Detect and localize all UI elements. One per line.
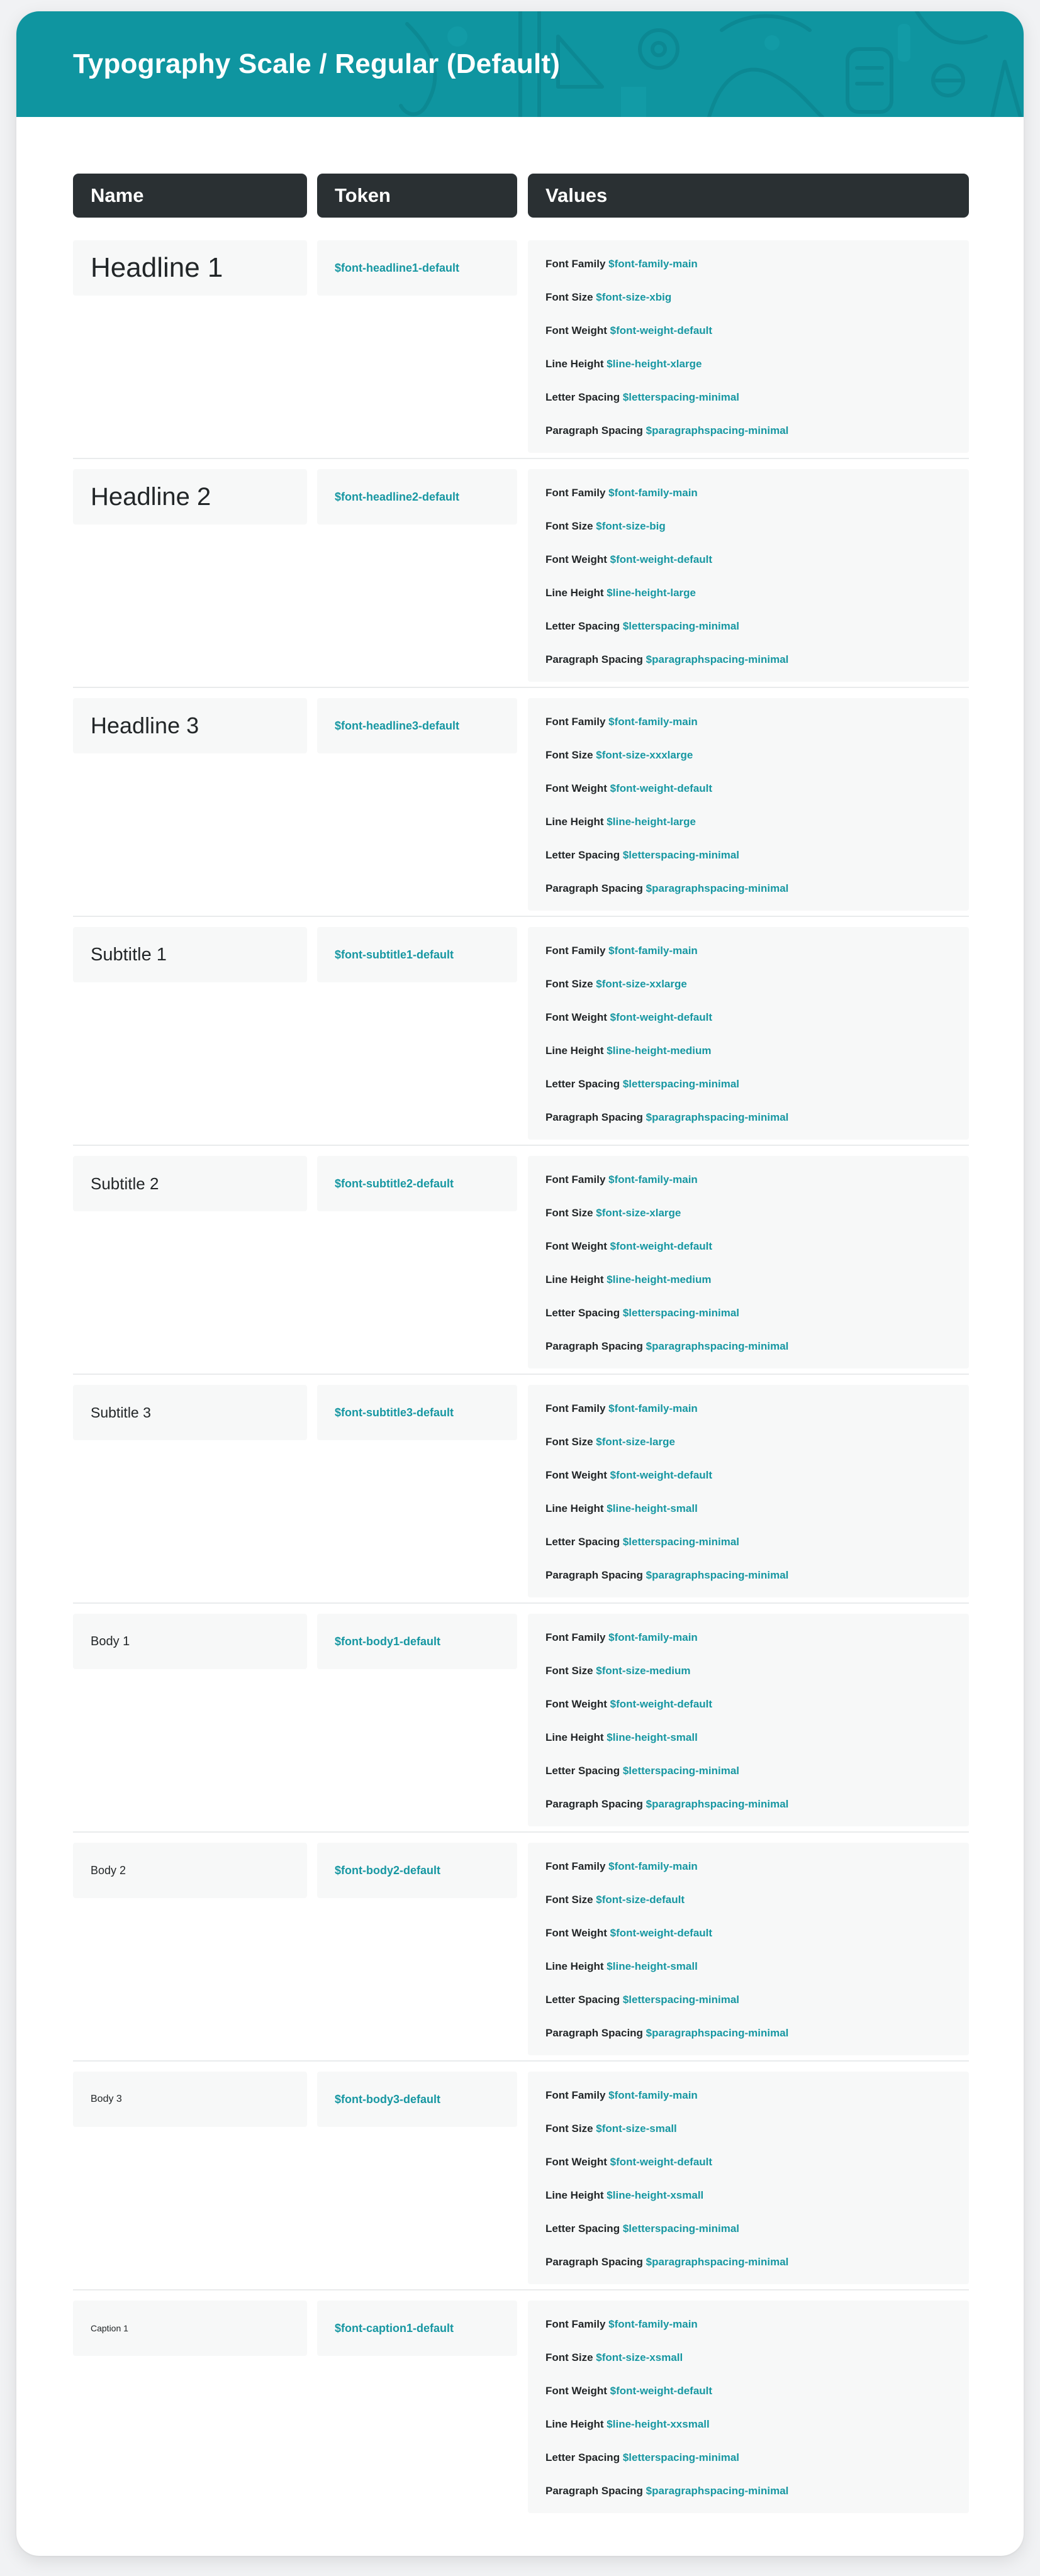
row-divider xyxy=(73,1145,969,1146)
value-font-family: Font Family $font-family-main xyxy=(545,716,698,728)
value-line-height: Line Height $line-height-medium xyxy=(545,1274,712,1285)
value-paragraph-spacing: Paragraph Spacing $paragraphspacing-minimal xyxy=(545,425,789,436)
value-paragraph-spacing: Paragraph Spacing $paragraphspacing-minimal xyxy=(545,2027,789,2039)
style-name: Body 3 xyxy=(73,2072,307,2127)
row-divider xyxy=(73,916,969,917)
typography-scale-card xyxy=(16,11,1024,2556)
value-font-family: Font Family $font-family-main xyxy=(545,1631,698,1643)
row-divider xyxy=(73,458,969,459)
style-token: $font-subtitle1-default xyxy=(317,927,517,982)
value-line-height: Line Height $line-height-large xyxy=(545,587,696,599)
style-row-subtitle-1 xyxy=(16,916,1024,1145)
style-values xyxy=(528,1156,969,1368)
value-font-family: Font Family $font-family-main xyxy=(545,1402,698,1414)
value-letter-spacing: Letter Spacing $letterspacing-minimal xyxy=(545,620,739,632)
style-values xyxy=(528,1385,969,1597)
value-letter-spacing: Letter Spacing $letterspacing-minimal xyxy=(545,391,739,403)
style-token: $font-body2-default xyxy=(317,1843,517,1898)
value-line-height: Line Height $line-height-xsmall xyxy=(545,2189,704,2201)
style-name: Body 1 xyxy=(73,1614,307,1669)
style-token: $font-subtitle3-default xyxy=(317,1385,517,1440)
value-paragraph-spacing: Paragraph Spacing $paragraphspacing-minimal xyxy=(545,2256,789,2268)
style-name: Caption 1 xyxy=(73,2301,307,2356)
value-font-weight: Font Weight $font-weight-default xyxy=(545,782,713,794)
value-line-height: Line Height $line-height-large xyxy=(545,816,696,828)
style-values xyxy=(528,698,969,911)
style-token: $font-subtitle2-default xyxy=(317,1156,517,1211)
column-header-token: Token xyxy=(317,174,517,218)
style-row-caption-1 xyxy=(16,2289,1024,2518)
style-name: Headline 1 xyxy=(73,240,307,296)
style-values xyxy=(528,240,969,453)
value-font-size: Font Size $font-size-default xyxy=(545,1894,685,1906)
value-letter-spacing: Letter Spacing $letterspacing-minimal xyxy=(545,1536,739,1548)
style-name: Body 2 xyxy=(73,1843,307,1898)
value-font-size: Font Size $font-size-big xyxy=(545,520,666,532)
style-row-headline-3 xyxy=(16,687,1024,916)
value-font-weight: Font Weight $font-weight-default xyxy=(545,1240,713,1252)
value-font-weight: Font Weight $font-weight-default xyxy=(545,1927,713,1939)
value-line-height: Line Height $line-height-small xyxy=(545,1731,698,1743)
style-token: $font-headline1-default xyxy=(317,240,517,296)
value-paragraph-spacing: Paragraph Spacing $paragraphspacing-minimal xyxy=(545,2485,789,2497)
row-divider xyxy=(73,2060,969,2062)
value-font-family: Font Family $font-family-main xyxy=(545,258,698,270)
style-token: $font-headline2-default xyxy=(317,469,517,525)
style-row-subtitle-3 xyxy=(16,1374,1024,1602)
value-font-weight: Font Weight $font-weight-default xyxy=(545,2385,713,2397)
value-font-weight: Font Weight $font-weight-default xyxy=(545,553,713,565)
value-letter-spacing: Letter Spacing $letterspacing-minimal xyxy=(545,1307,739,1319)
style-values xyxy=(528,1843,969,2055)
row-divider xyxy=(73,1602,969,1604)
value-letter-spacing: Letter Spacing $letterspacing-minimal xyxy=(545,2451,739,2463)
value-font-family: Font Family $font-family-main xyxy=(545,2318,698,2330)
value-font-size: Font Size $font-size-small xyxy=(545,2123,677,2135)
value-font-size: Font Size $font-size-xsmall xyxy=(545,2351,683,2363)
value-font-weight: Font Weight $font-weight-default xyxy=(545,1011,713,1023)
value-paragraph-spacing: Paragraph Spacing $paragraphspacing-minimal xyxy=(545,1569,789,1581)
value-font-size: Font Size $font-size-xlarge xyxy=(545,1207,681,1219)
style-values xyxy=(528,469,969,682)
style-name: Subtitle 3 xyxy=(73,1385,307,1440)
value-letter-spacing: Letter Spacing $letterspacing-minimal xyxy=(545,849,739,861)
value-paragraph-spacing: Paragraph Spacing $paragraphspacing-minimal xyxy=(545,1340,789,1352)
style-row-headline-1 xyxy=(16,229,1024,458)
value-line-height: Line Height $line-height-xlarge xyxy=(545,358,702,370)
style-token: $font-caption1-default xyxy=(317,2301,517,2356)
value-letter-spacing: Letter Spacing $letterspacing-minimal xyxy=(545,1765,739,1777)
value-paragraph-spacing: Paragraph Spacing $paragraphspacing-minimal xyxy=(545,1111,789,1123)
row-divider xyxy=(73,1374,969,1375)
value-font-family: Font Family $font-family-main xyxy=(545,945,698,957)
value-font-weight: Font Weight $font-weight-default xyxy=(545,2156,713,2168)
style-name: Headline 3 xyxy=(73,698,307,753)
value-font-size: Font Size $font-size-xbig xyxy=(545,291,672,303)
value-font-size: Font Size $font-size-xxlarge xyxy=(545,978,687,990)
style-values xyxy=(528,2301,969,2513)
value-letter-spacing: Letter Spacing $letterspacing-minimal xyxy=(545,1078,739,1090)
style-token: $font-headline3-default xyxy=(317,698,517,753)
value-font-size: Font Size $font-size-large xyxy=(545,1436,675,1448)
row-divider xyxy=(73,2289,969,2290)
style-row-body-3 xyxy=(16,2060,1024,2289)
value-line-height: Line Height $line-height-small xyxy=(545,1502,698,1514)
style-token: $font-body1-default xyxy=(317,1614,517,1669)
style-row-body-2 xyxy=(16,1831,1024,2060)
value-font-family: Font Family $font-family-main xyxy=(545,1174,698,1185)
value-paragraph-spacing: Paragraph Spacing $paragraphspacing-minimal xyxy=(545,882,789,894)
value-line-height: Line Height $line-height-xxsmall xyxy=(545,2418,710,2430)
header-banner xyxy=(16,11,1024,117)
value-font-family: Font Family $font-family-main xyxy=(545,487,698,499)
style-values xyxy=(528,1614,969,1826)
column-header-name: Name xyxy=(73,174,307,218)
value-line-height: Line Height $line-height-medium xyxy=(545,1045,712,1057)
style-row-body-1 xyxy=(16,1602,1024,1831)
style-values xyxy=(528,2072,969,2284)
row-divider xyxy=(73,1831,969,1833)
page-title: Typography Scale / Regular (Default) xyxy=(73,48,561,79)
style-values xyxy=(528,927,969,1140)
value-letter-spacing: Letter Spacing $letterspacing-minimal xyxy=(545,1994,739,2006)
style-name: Subtitle 2 xyxy=(73,1156,307,1211)
value-font-family: Font Family $font-family-main xyxy=(545,1860,698,1872)
value-letter-spacing: Letter Spacing $letterspacing-minimal xyxy=(545,2223,739,2235)
style-row-headline-2 xyxy=(16,458,1024,687)
value-font-family: Font Family $font-family-main xyxy=(545,2089,698,2101)
style-row-subtitle-2 xyxy=(16,1145,1024,1374)
value-font-weight: Font Weight $font-weight-default xyxy=(545,1698,713,1710)
style-name: Headline 2 xyxy=(73,469,307,525)
row-divider xyxy=(73,687,969,688)
style-token: $font-body3-default xyxy=(317,2072,517,2127)
value-font-size: Font Size $font-size-medium xyxy=(545,1665,691,1677)
value-line-height: Line Height $line-height-small xyxy=(545,1960,698,1972)
style-name: Subtitle 1 xyxy=(73,927,307,982)
value-font-weight: Font Weight $font-weight-default xyxy=(545,1469,713,1481)
value-paragraph-spacing: Paragraph Spacing $paragraphspacing-minimal xyxy=(545,653,789,665)
value-paragraph-spacing: Paragraph Spacing $paragraphspacing-minimal xyxy=(545,1798,789,1810)
value-font-size: Font Size $font-size-xxxlarge xyxy=(545,749,693,761)
value-font-weight: Font Weight $font-weight-default xyxy=(545,325,713,336)
column-header-values: Values xyxy=(528,174,969,218)
